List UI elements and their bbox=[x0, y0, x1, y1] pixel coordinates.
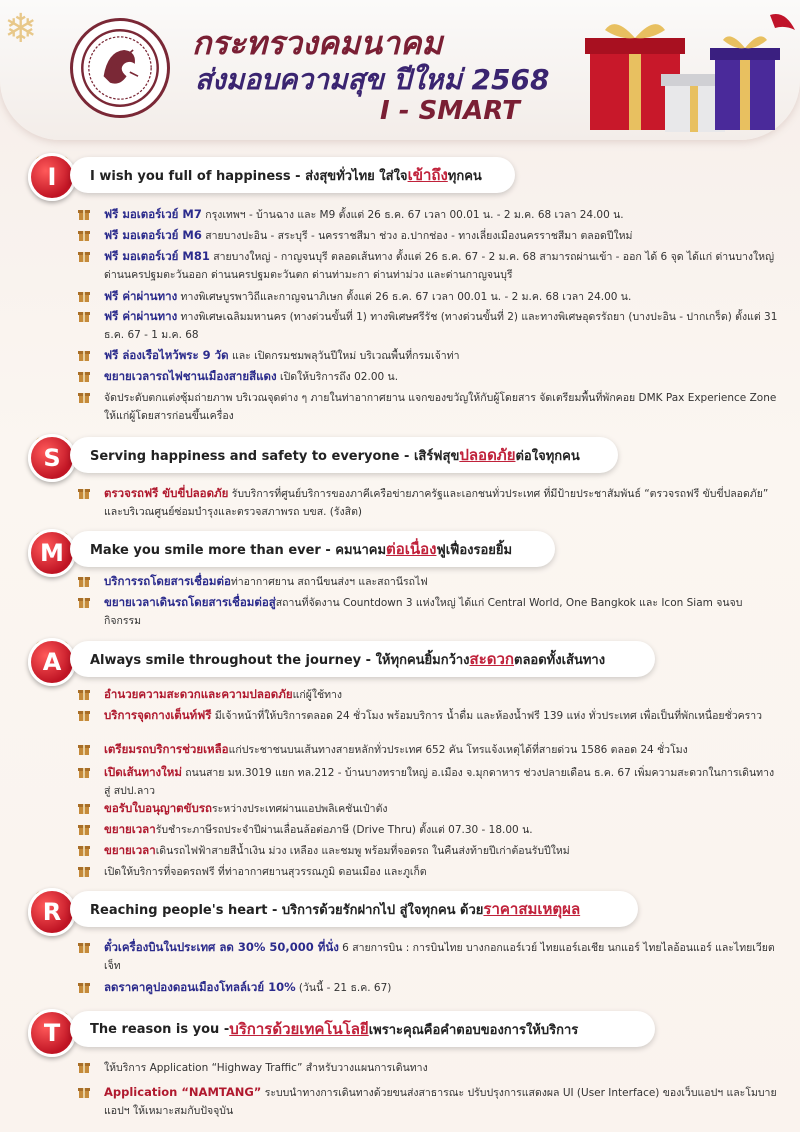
list-item bbox=[78, 388, 778, 425]
item-text: ระบบนำทางการเดินทางด้วยขนส่งสาธารณะ ปรับปรุงการแสดงผล UI (User Interface) ของเว็บแอปฯ และโมบายแอปฯ ให้เหมาะสมกับปัจจุบัน bbox=[104, 1087, 777, 1117]
item-keyword: ลดราคาคูปองดอนเมืองโทลล์เวย์ 10% bbox=[104, 980, 296, 994]
page-title: กระทรวงคมนาคม bbox=[192, 24, 443, 62]
gift-bullet-icon bbox=[78, 709, 90, 721]
gift-bullet-icon bbox=[78, 391, 90, 403]
item-keyword: ฟรี ล่องเรือไหว้พระ 9 วัด bbox=[104, 348, 229, 362]
item-text: เปิดให้บริการที่จอดรถฟรี ที่ท่าอากาศยานสุวรรณภูมิ ดอนเมือง และภูเก็ต bbox=[104, 866, 427, 878]
list-item bbox=[78, 862, 778, 881]
item-keyword: อำนวยความสะดวกและความปลอดภัย bbox=[104, 687, 293, 701]
item-text: ให้บริการ Application “Highway Traffic” สำหรับวางแผนการเดินทาง bbox=[104, 1062, 428, 1074]
item-text: ระหว่างประเทศผ่านแอปพลิเคชันเป๋าตัง bbox=[211, 803, 388, 815]
item-keyword: ฟรี ค่าผ่านทาง bbox=[104, 309, 178, 323]
gift-boxes-illustration bbox=[585, 10, 800, 135]
item-text: เปิดให้บริการถึง 02.00 น. bbox=[276, 371, 399, 383]
heading-highlight: ราคาสมเหตุผล bbox=[483, 900, 581, 918]
item-keyword: ฟรี ค่าผ่านทาง bbox=[104, 289, 178, 303]
heading-highlight: ต่อเนื่อง bbox=[386, 540, 437, 558]
gift-bullet-icon bbox=[78, 688, 90, 700]
item-text: ถนนสาย มห.3019 แยก ทล.212 - บ้านบางทรายใหญ่ อ.เมือง จ.มุกดาหาร ช่วงปลายเดือน ธ.ค. 67 เพิ่มความสะดวกในการเดินทางสู่ สปป.ลาว bbox=[104, 767, 775, 797]
letter-badge-t: T bbox=[28, 1009, 76, 1057]
item-keyword: เปิดเส้นทางใหม่ bbox=[104, 765, 182, 779]
list-item bbox=[78, 307, 778, 344]
list-item bbox=[78, 820, 778, 839]
gift-bullet-icon bbox=[78, 250, 90, 262]
heading-text-end: เพราะคุณคือคำตอบของการให้บริการ bbox=[368, 1022, 579, 1038]
heading-highlight: บริการด้วยเทคโนโลยี bbox=[229, 1020, 369, 1038]
gift-bullet-icon bbox=[78, 575, 90, 587]
item-keyword: บริการจุดกางเต็นท์ฟรี bbox=[104, 708, 212, 722]
section-heading-s bbox=[70, 437, 618, 473]
gift-bullet-icon bbox=[78, 1061, 90, 1073]
item-keyword: ฟรี มอเตอร์เวย์ M81 bbox=[104, 249, 210, 263]
item-text: กรุงเทพฯ - บ้านฉาง และ M9 ตั้งแต่ 26 ธ.ค. 67 เวลา 00.01 น. - 2 ม.ค. 68 เวลา 24.00 น. bbox=[201, 209, 624, 221]
item-keyword: ขยายเวลา bbox=[104, 822, 156, 836]
list-item bbox=[78, 572, 778, 591]
letter-badge-m: M bbox=[28, 529, 76, 577]
gift-bullet-icon bbox=[78, 208, 90, 220]
gift-bullet-icon bbox=[78, 823, 90, 835]
list-item bbox=[78, 763, 778, 800]
letter-badge-r: R bbox=[28, 888, 76, 936]
item-text: และ เปิดกรมชมพลุวันปีใหม่ บริเวณพื้นที่กรมเจ้าท่า bbox=[228, 350, 460, 362]
item-text: สถานที่จัดงาน Countdown 3 แห่งใหญ่ ได้แก่ Central World, One Bangkok และ Icon Siam จนจบกิจกรรม bbox=[104, 597, 743, 627]
item-text: ทางพิเศษบูรพาวิถีและกาญจนาภิเษก ตั้งแต่ 26 ธ.ค. 67 เวลา 00.01 น. - 2 ม.ค. 68 เวลา 24.00 น. bbox=[177, 291, 632, 303]
item-text: ท่าอากาศยาน สถานีขนส่งฯ และสถานีรถไฟ bbox=[230, 576, 428, 588]
section-heading-a bbox=[70, 641, 655, 677]
gift-bullet-icon bbox=[78, 802, 90, 814]
heading-text: The reason is you - bbox=[90, 1021, 230, 1037]
gift-bullet-icon bbox=[78, 229, 90, 241]
heading-highlight: สะดวก bbox=[469, 650, 515, 668]
item-keyword: ฟรี มอเตอร์เวย์ M6 bbox=[104, 228, 202, 242]
letter-badge-s: S bbox=[28, 434, 76, 482]
heading-text: Serving happiness and safety to everyone - เสิร์ฟสุข bbox=[90, 448, 460, 464]
gift-bullet-icon bbox=[78, 981, 90, 993]
heading-highlight: ปลอดภัย bbox=[459, 446, 516, 464]
item-text: จัดประดับตกแต่งซุ้มถ่ายภาพ บริเวณจุดต่าง ๆ ภายในท่าอากาศยาน แจกของขวัญให้กับผู้โดยสาร จัดเตรียมพื้นที่พักคอย DMK Pax Experience Zone ให้แก่ผู้โดยสารก่อนขึ้นเครื่อง bbox=[104, 392, 777, 422]
list-item bbox=[78, 799, 778, 818]
letter-badge-a: A bbox=[28, 638, 76, 686]
gift-bullet-icon bbox=[78, 290, 90, 302]
item-text: สายบางปะอิน - สระบุรี - นครราชสีมา ช่วง อ.ปากช่อง - ทางเลี่ยงเมืองนครราชสีมา ตลอดปีใหม่ bbox=[201, 230, 633, 242]
gift-bullet-icon bbox=[78, 349, 90, 361]
gift-bullet-icon bbox=[78, 844, 90, 856]
item-keyword: เตรียมรถบริการช่วยเหลือ bbox=[104, 742, 229, 756]
ministry-seal-logo bbox=[70, 18, 170, 118]
list-item bbox=[78, 978, 778, 997]
item-text: (วันนี้ - 21 ธ.ค. 67) bbox=[295, 982, 392, 994]
item-keyword: ตั๋วเครื่องบินในประเทศ ลด 30% 50,000 ที่นั่ง bbox=[104, 940, 339, 954]
list-item bbox=[78, 1058, 778, 1077]
item-text: ทางพิเศษเฉลิมมหานคร (ทางด่วนขั้นที่ 1) ทางพิเศษศรีรัช (ทางด่วนขั้นที่ 2) และทางพิเศษอุดรรัถยา (บางปะอิน - ปากเกร็ด) ตั้งแต่ 31 ธ.ค. 67 - 1 ม.ค. 68 bbox=[104, 311, 778, 341]
item-text: เดินรถไฟฟ้าสายสีน้ำเงิน ม่วง เหลือง และชมพู พร้อมที่จอดรถ ในคืนส่งท้ายปีเก่าต้อนรับปีใหม่ bbox=[155, 845, 570, 857]
heading-highlight: เข้าถึง bbox=[407, 166, 448, 184]
list-item bbox=[78, 247, 778, 284]
section-heading-m bbox=[70, 531, 555, 567]
item-keyword: บริการรถโดยสารเชื่อมต่อ bbox=[104, 574, 231, 588]
item-keyword: Application “NAMTANG” bbox=[104, 1085, 262, 1099]
campaign-name: I - SMART bbox=[380, 96, 520, 126]
heading-text: Always smile throughout the journey - ให้ทุกคนยิ้มกว้าง bbox=[90, 652, 470, 668]
gift-bullet-icon bbox=[78, 766, 90, 778]
list-item bbox=[78, 205, 778, 224]
item-text: รับชำระภาษีรถประจำปีผ่านเลื่อนล้อต่อภาษี (Drive Thru) ตั้งแต่ 07.30 - 18.00 น. bbox=[155, 824, 533, 836]
list-item bbox=[78, 226, 778, 245]
gift-bullet-icon bbox=[78, 743, 90, 755]
item-text: แก่ประชาชนบนเส้นทางสายหลักทั่วประเทศ 652 คัน โทรแจ้งเหตุได้ที่สายด่วน 1586 ตลอด 24 ชั่วโมง bbox=[228, 744, 688, 756]
gift-bullet-icon bbox=[78, 310, 90, 322]
item-text: 6 สายการบิน : การบินไทย บางกอกแอร์เวย์ ไทยแอร์เอเชีย นกแอร์ ไทยไลอ้อนแอร์ และไทยเวียตเจ็ท bbox=[104, 942, 775, 972]
list-item bbox=[78, 685, 778, 704]
list-item bbox=[78, 1083, 778, 1120]
list-item bbox=[78, 593, 778, 630]
item-text: สายบางใหญ่ - กาญจนบุรี ตลอดเส้นทาง ตั้งแต่ 26 ธ.ค. 67 - 2 ม.ค. 68 สามารถผ่านเข้า - ออก ได้ 6 จุด ได้แก่ ด่านบางใหญ่ ด่านนครปฐมตะวันออก ด่านนครปฐมตะวันตก ด่านท่ามะกา ด่านท่าม่วง และด่านกาญจนบุรี bbox=[104, 251, 775, 281]
item-keyword: ขยายเวลาเดินรถโดยสารเชื่อมต่อสู่ bbox=[104, 595, 276, 609]
heading-text: Reaching people's heart - บริการด้วยรักฝากไป สู่ใจทุกคน ด้วย bbox=[90, 902, 484, 918]
item-keyword: ขยายเวลารถไฟชานเมืองสายสีแดง bbox=[104, 369, 277, 383]
heading-text: I wish you full of happiness - ส่งสุขทั่วไทย ใส่ใจ bbox=[90, 168, 408, 184]
list-item bbox=[78, 740, 778, 759]
heading-text-end: ฟูเฟื่องรอยยิ้ม bbox=[436, 542, 513, 558]
item-text: รับบริการที่ศูนย์บริการของภาคีเครือข่ายภาครัฐและเอกชนทั่วประเทศ ที่มีป้ายประชาสัมพันธ์ “ตรวจรถฟรี ขับขี่ปลอดภัย” และบริเวณศูนย์ซ่อมบำรุงและตรวจสภาพรถ บขส. (รังสิต) bbox=[104, 488, 769, 518]
heading-text-end: ต่อใจทุกคน bbox=[515, 448, 580, 464]
item-text: มีเจ้าหน้าที่ให้บริการตลอด 24 ชั่วโมง พร้อมบริการ น้ำดื่ม และห้องน้ำฟรี 139 แห่ง ทั่วประเทศ เพื่อเป็นที่พักเหนื่อยชั่วคราว bbox=[211, 710, 763, 722]
list-item bbox=[78, 484, 778, 521]
item-text: แก่ผู้ใช้ทาง bbox=[292, 689, 343, 701]
header-banner bbox=[0, 0, 800, 140]
gift-bullet-icon bbox=[78, 370, 90, 382]
gift-bullet-icon bbox=[78, 487, 90, 499]
gift-bullet-icon bbox=[78, 1086, 90, 1098]
heading-text-end: ทุกคน bbox=[447, 168, 482, 184]
letter-badge-i: I bbox=[28, 153, 76, 201]
item-keyword: ขอรับใบอนุญาตขับรถ bbox=[104, 801, 212, 815]
heading-text: Make you smile more than ever - คมนาคม bbox=[90, 542, 387, 558]
section-heading-r bbox=[70, 891, 638, 927]
list-item bbox=[78, 841, 778, 860]
gift-bullet-icon bbox=[78, 941, 90, 953]
list-item bbox=[78, 938, 778, 975]
section-heading-t bbox=[70, 1011, 655, 1047]
item-keyword: ขยายเวลา bbox=[104, 843, 156, 857]
snowflake-icon: ❄ bbox=[4, 6, 38, 52]
list-item bbox=[78, 706, 778, 725]
list-item bbox=[78, 346, 778, 365]
list-item bbox=[78, 367, 778, 386]
gift-bullet-icon bbox=[78, 596, 90, 608]
page-subtitle: ส่งมอบความสุข ปีใหม่ 2568 bbox=[195, 63, 550, 96]
section-heading-i bbox=[70, 157, 515, 193]
list-item bbox=[78, 287, 778, 306]
heading-text-end: ตลอดทั้งเส้นทาง bbox=[514, 652, 606, 668]
item-keyword: ฟรี มอเตอร์เวย์ M7 bbox=[104, 207, 202, 221]
gift-bullet-icon bbox=[78, 865, 90, 877]
item-keyword: ตรวจรถฟรี ขับขี่ปลอดภัย bbox=[104, 486, 229, 500]
